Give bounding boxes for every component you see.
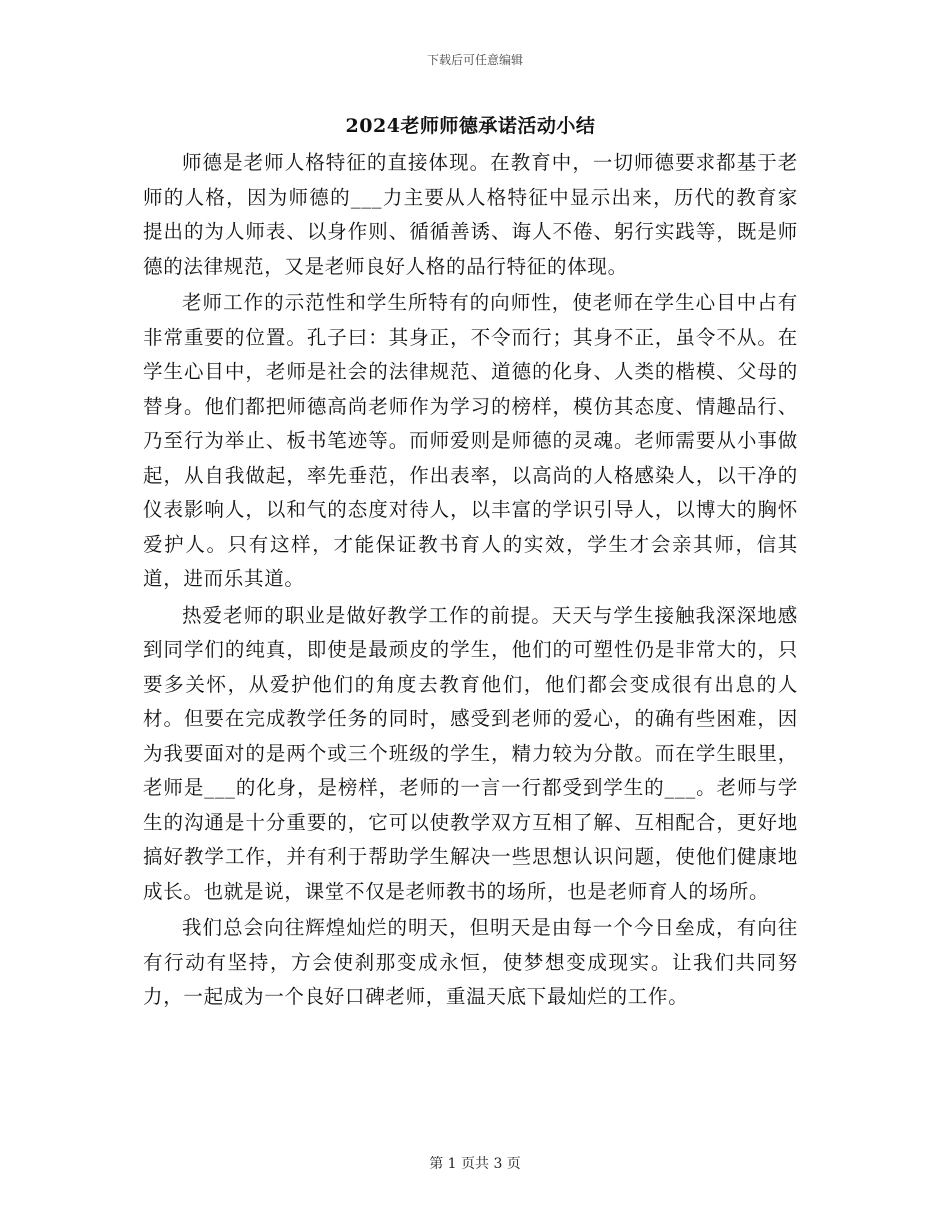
- document-body: [143, 110, 798, 1017]
- document-title: 2024老师师德承诺活动小结: [345, 115, 596, 137]
- paragraph-1: 师德是老师人格特征的直接体现。在教育中，一切师德要求都基于老师的人格，因为师德的___力主要从人格特征中显示出来，历代的教育家提出的为人师表、以身作则、循循善诱、诲人不倦、躬行实践等，既是师德的法律规范，又是老师良好人格的品行特征的体现。: [143, 151, 798, 278]
- page-header-note: 下载后可任意编辑: [426, 53, 523, 67]
- paragraph-2: 老师工作的示范性和学生所特有的向师性，使老师在学生心目中占有非常重要的位置。孔子曰：其身正，不令而行；其身不正，虽令不从。在学生心目中，老师是社会的法律规范、道德的化身、人类的楷模、父母的替身。他们都把师德高尚老师作为学习的榜样，模仿其态度、情趣品行、乃至行为举止、板书笔迹等。而师爱则是师德的灵魂。老师需要从小事做起，从自我做起，率先垂范，作出表率，以高尚的人格感染人，以干净的仪表影响人，以和气的态度对待人，以丰富的学识引导人，以博大的胸怀爱护人。只有这样，才能保证教书育人的实效，学生才会亲其师，信其道，进而乐其道。: [143, 291, 798, 590]
- paragraph-3: 热爱老师的职业是做好教学工作的前提。天天与学生接触我深深地感到同学们的纯真，即使是最顽皮的学生，他们的可塑性仍是非常大的，只要多关怀，从爱护他们的角度去教育他们，他们都会变成很有出息的人材。但要在完成教学任务的同时，感受到老师的爱心，的确有些困难，因为我要面对的是两个或三个班级的学生，精力较为分散。而在学生眼里，老师是___的化身，是榜样，老师的一言一行都受到学生的___。老师与学生的沟通是十分重要的，它可以使教学双方互相了解、互相配合，更好地搞好教学工作，并有利于帮助学生解决一些思想认识问题，使他们健康地成长。也就是说，课堂不仅是老师教书的场所，也是老师育人的场所。: [143, 603, 798, 903]
- paragraph-4: 我们总会向往辉煌灿烂的明天，但明天是由每一个今日垒成，有向往有行动有坚持，方会使刹那变成永恒，使梦想变成现实。让我们共同努力，一起成为一个良好口碑老师，重温天底下最灿烂的工作。: [143, 916, 798, 1008]
- page-number: 第 1 页共 3 页: [429, 1156, 521, 1172]
